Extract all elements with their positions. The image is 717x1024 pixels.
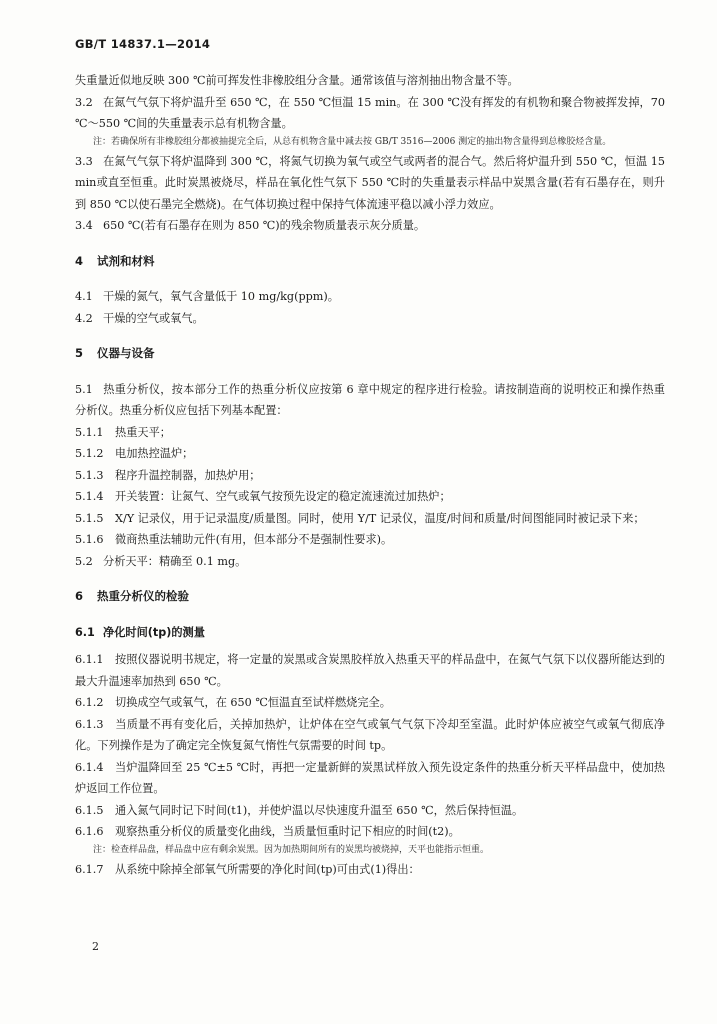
- clause-number: 5.1: [75, 382, 93, 396]
- clause-number: 6.1.5: [75, 803, 104, 817]
- clause-5-1-5: [75, 508, 665, 530]
- clause-3-4: [75, 215, 665, 237]
- clause-3-2: [75, 92, 665, 135]
- clause-3-3: [75, 151, 665, 216]
- clause-number: 4.2: [75, 311, 93, 325]
- clause-5-1-3: [75, 465, 665, 487]
- clause-text: 当炉温降回至 25 ℃±5 ℃时，再把一定量新鲜的炭黑试样放入预先设定条件的热重分析天平样品盘中，使加热炉返回工作位置。: [75, 760, 665, 795]
- section-number: 4: [75, 253, 84, 268]
- clause-number: 5.1.4: [75, 490, 104, 503]
- clause-5-1: [75, 379, 665, 422]
- clause-text: 开关装置：让氮气、空气或氧气按预先设定的稳定流速流过加热炉；: [115, 490, 451, 503]
- clause-text: 切换成空气或氧气，在 650 ℃恒温直至试样燃烧完全。: [115, 696, 391, 709]
- clause-text: 微商热重法辅助元件(有用，但本部分不是强制性要求)。: [115, 533, 393, 546]
- clause-text: 热重天平；: [115, 425, 171, 439]
- clause-5-2: [75, 551, 665, 573]
- clause-number: 6.1.6: [75, 825, 104, 838]
- clause-6-1-7: [75, 859, 665, 881]
- note-3-2: 注：若确保所有非橡胶组分都被抽提完全后，从总有机物含量中减去按 GB/T 3516—2006 测定的抽出物含量得到总橡胶烃含量。: [93, 136, 612, 147]
- clause-text: 观察热重分析仪的质量变化曲线，当质量恒重时记下相应的时间(t2)。: [115, 825, 460, 838]
- document-body: [75, 70, 665, 880]
- clause-text: 程序升温控制器，加热炉用；: [115, 468, 261, 482]
- clause-number: 5.1.2: [75, 447, 104, 460]
- standard-code-header: GB/T 14837.1—2014: [75, 37, 211, 51]
- clause-6-1-6: [75, 821, 665, 843]
- section-heading-4: [75, 251, 665, 273]
- clause-number: 4.1: [75, 290, 93, 303]
- clause-number: 3.3: [75, 154, 93, 168]
- clause-text: 在氮气气氛下将炉温降到 300 ℃，将氮气切换为氧气或空气或两者的混合气。然后将炉温升到 550 ℃，恒温 15 min或直至恒重。此时炭黑被烧尽，样品在氧化性气氛下 550 ℃时的失重量表示样品中炭黑含量(若有石墨存在，则升到 850 ℃以使石墨完全燃烧)。在气体切换过程中保持气体流速平稳以减小浮力效应。: [75, 154, 665, 211]
- clause-number: 5.1.6: [75, 533, 104, 546]
- clause-number: 6.1.1: [75, 653, 104, 666]
- paragraph-continuation: 失重量近似地反映 300 ℃前可挥发性非橡胶组分含量。通常该值与溶剂抽出物含量不等。: [75, 74, 519, 87]
- clause-4-1: [75, 286, 665, 308]
- section-number: 5: [75, 346, 84, 360]
- clause-4-2: [75, 308, 665, 330]
- clause-6-1-4: [75, 757, 665, 800]
- clause-number: 6.1.7: [75, 862, 104, 876]
- clause-text: 从系统中除掉全部氧气所需要的净化时间(tp)可由式(1)得出：: [115, 862, 420, 876]
- clause-6-1-5: [75, 800, 665, 822]
- clause-5-1-1: [75, 422, 665, 444]
- subsection-number: 6.1: [75, 625, 95, 639]
- clause-6-1-2: [75, 692, 665, 714]
- section-title: 仪器与设备: [97, 346, 155, 360]
- section-title: 热重分析仪的检验: [97, 589, 189, 603]
- section-heading-5: [75, 343, 665, 365]
- clause-5-1-2: [75, 443, 665, 465]
- clause-text: 分析天平：精确至 0.1 mg。: [103, 554, 247, 568]
- note-6-1-6: 注：检查样品盘，样品盘中应有剩余炭黑。因为加热期间所有的炭黑均被烧掉，天平也能指示恒重。: [93, 844, 490, 855]
- clause-text: 热重分析仪，按本部分工作的热重分析仪应按第 6 章中规定的程序进行检验。请按制造商的说明校正和操作热重分析仪。热重分析仪应包括下列基本配置：: [75, 382, 665, 417]
- clause-text: 电加热控温炉；: [115, 447, 194, 460]
- clause-number: 5.1.5: [75, 511, 104, 525]
- clause-6-1-3: [75, 714, 665, 757]
- clause-number: 6.1.2: [75, 696, 104, 709]
- section-heading-6: [75, 586, 665, 608]
- page-number: 2: [92, 940, 99, 953]
- section-title: 试剂和材料: [97, 253, 155, 268]
- clause-text: 干燥的空气或氧气。: [103, 311, 204, 325]
- clause-text: 650 ℃(若有石墨存在则为 850 ℃)的残余物质量表示灰分质量。: [103, 219, 426, 232]
- section-number: 6: [75, 589, 84, 603]
- clause-text: 通入氮气同时记下时间(t1)，并使炉温以尽快速度升温至 650 ℃，然后保持恒温。: [115, 803, 524, 817]
- clause-number: 5.2: [75, 554, 93, 568]
- clause-text: 按照仪器说明书规定，将一定量的炭黑或含炭黑胶样放入热重天平的样品盘中，在氮气气氛下以仪器所能达到的最大升温速率加热到 650 ℃。: [75, 653, 665, 688]
- clause-number: 6.1.3: [75, 717, 104, 731]
- clause-number: 3.2: [75, 95, 93, 109]
- clause-text: X/Y 记录仪，用于记录温度/质量图。同时，使用 Y/T 记录仪，温度/时间和质量/时间图能同时被记录下来；: [115, 511, 645, 525]
- clause-number: 6.1.4: [75, 760, 104, 774]
- clause-number: 3.4: [75, 219, 93, 232]
- clause-6-1-1: [75, 649, 665, 692]
- clause-5-1-4: [75, 486, 665, 508]
- clause-5-1-6: [75, 529, 665, 551]
- subsection-title: 净化时间(tp)的测量: [103, 625, 205, 639]
- clause-text: 当质量不再有变化后，关掉加热炉，让炉体在空气或氧气气氛下冷却至室温。此时炉体应被空气或氧气彻底净化。下列操作是为了确定完全恢复氮气惰性气氛需要的时间 tp。: [75, 717, 665, 752]
- subsection-heading-6-1: [75, 622, 665, 644]
- clause-number: 5.1.1: [75, 425, 104, 439]
- clause-text: 干燥的氮气，氧气含量低于 10 mg/kg(ppm)。: [103, 290, 339, 303]
- clause-number: 5.1.3: [75, 468, 104, 482]
- clause-text: 在氮气气氛下将炉温升至 650 ℃，在 550 ℃恒温 15 min。在 300 ℃没有挥发的有机物和聚合物被挥发掉，70 ℃～550 ℃间的失重量表示总有机物含量。: [75, 95, 665, 130]
